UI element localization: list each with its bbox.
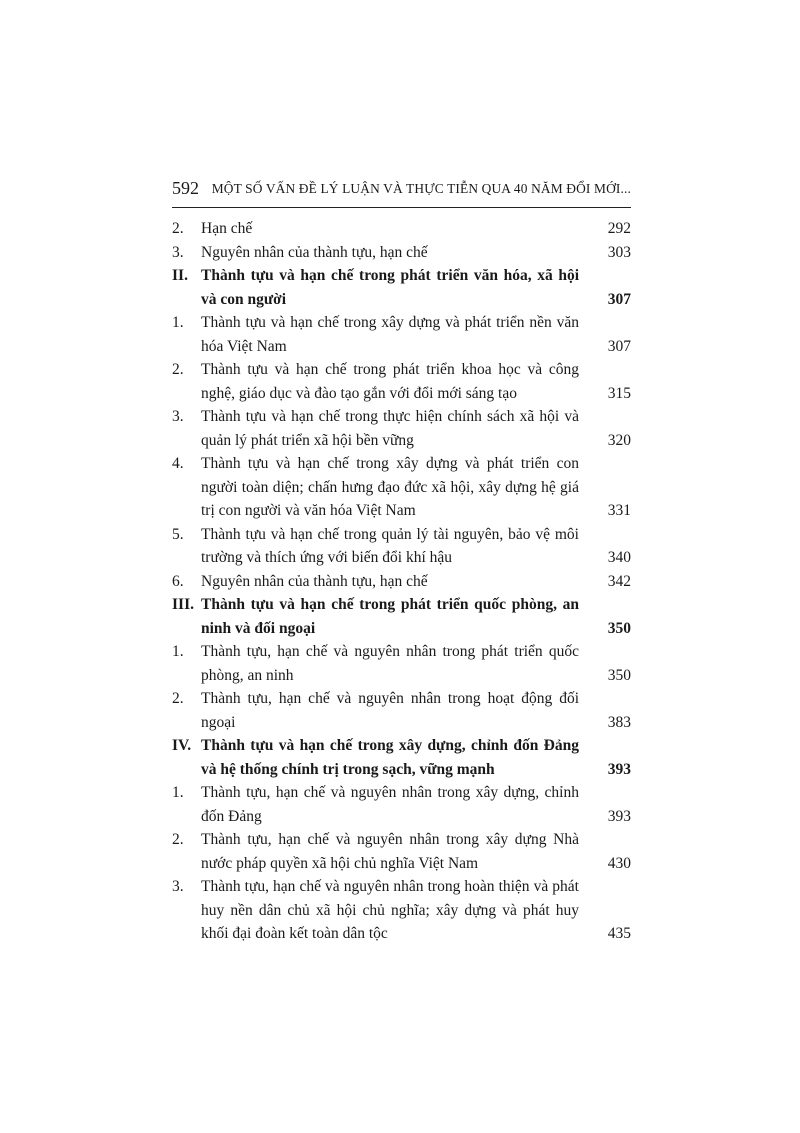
toc-entry	[172, 217, 631, 241]
toc-entry	[172, 523, 631, 570]
toc-entry-number: 2.	[172, 220, 184, 237]
page-number: 592	[172, 178, 199, 198]
toc-entry-number: 5.	[172, 525, 184, 543]
toc-entry-title: Thành tựu và hạn chế trong xây dựng và phát triển nền văn hóa Việt Nam	[201, 314, 579, 355]
header-rule	[172, 207, 631, 208]
toc-entry-page: 307	[607, 290, 631, 308]
toc-entry-number: 3.	[172, 878, 184, 895]
toc-entry-title: Hạn chế	[201, 220, 253, 237]
toc-entry-page: 393	[607, 807, 631, 825]
toc-entry-page: 383	[607, 713, 631, 731]
toc-entry-page: 307	[607, 337, 631, 355]
toc-entry-page: 430	[607, 854, 631, 872]
toc-entry-number: 1.	[172, 314, 184, 331]
table-of-contents	[172, 217, 631, 946]
toc-entry-number: 2.	[172, 690, 184, 707]
toc-entry-title: Nguyên nhân của thành tựu, hạn chế	[201, 572, 428, 590]
toc-entry-page: 350	[607, 666, 631, 684]
toc-entry	[172, 640, 631, 687]
toc-entry-title: Thành tựu và hạn chế trong xây dựng và phát triển con người toàn diện; chấn hưng đạo đức xã hội, xây dựng hệ giá trị con người và văn hóa Việt Nam	[201, 455, 579, 519]
toc-entry-title: Thành tựu và hạn chế trong phát triển quốc phòng, an ninh và đối ngoại	[201, 596, 579, 637]
toc-entry-number: IV.	[172, 737, 192, 754]
toc-entry-title: Nguyên nhân của thành tựu, hạn chế	[201, 243, 428, 261]
toc-entry-page: 315	[607, 384, 631, 402]
toc-entry-title: Thành tựu và hạn chế trong phát triển văn hóa, xã hội và con người	[201, 267, 579, 308]
toc-entry	[172, 405, 631, 452]
toc-section-entry	[172, 264, 631, 311]
toc-entry	[172, 875, 631, 946]
toc-entry-title: Thành tựu và hạn chế trong thực hiện chính sách xã hội và quản lý phát triển xã hội bền vững	[201, 408, 579, 449]
toc-entry-number: III.	[172, 596, 194, 613]
toc-entry	[172, 570, 631, 594]
toc-entry	[172, 358, 631, 405]
toc-entry-number: 3.	[172, 243, 184, 261]
toc-entry-number: 6.	[172, 572, 184, 590]
toc-entry-number: II.	[172, 267, 188, 284]
toc-entry-number: 3.	[172, 408, 184, 425]
toc-entry-title: Thành tựu, hạn chế và nguyên nhân trong xây dựng Nhà nước pháp quyền xã hội chủ nghĩa Việt Nam	[201, 831, 579, 872]
toc-entry-title: Thành tựu, hạn chế và nguyên nhân trong xây dựng, chỉnh đốn Đảng	[201, 784, 579, 825]
toc-entry-number: 2.	[172, 831, 184, 848]
toc-entry-page: 292	[607, 220, 631, 237]
toc-entry-page: 393	[607, 760, 631, 778]
toc-entry-title: Thành tựu, hạn chế và nguyên nhân trong phát triển quốc phòng, an ninh	[201, 643, 579, 684]
toc-entry-title: Thành tựu và hạn chế trong xây dựng, chỉnh đốn Đảng và hệ thống chính trị trong sạch, vững mạnh	[201, 737, 579, 778]
toc-entry-page: 331	[607, 502, 631, 519]
toc-entry	[172, 452, 631, 523]
toc-entry-number: 1.	[172, 643, 184, 660]
toc-section-entry	[172, 734, 631, 781]
toc-entry-title: Thành tựu và hạn chế trong phát triển khoa học và công nghệ, giáo dục và đào tạo gắn với đổi mới sáng tạo	[201, 361, 579, 402]
toc-entry-page: 303	[607, 243, 631, 261]
toc-entry-title: Thành tựu, hạn chế và nguyên nhân trong hoàn thiện và phát huy nền dân chủ xã hội chủ nghĩa; xây dựng và phát huy khối đại đoàn kết toàn dân tộc	[201, 878, 579, 942]
toc-entry-page: 320	[607, 431, 631, 449]
toc-entry	[172, 828, 631, 875]
toc-entry-number: 2.	[172, 361, 184, 378]
toc-entry	[172, 241, 631, 265]
running-header	[172, 178, 631, 202]
toc-entry-page: 340	[607, 549, 631, 566]
toc-entry-number: 4.	[172, 455, 184, 472]
toc-entry-title: Thành tựu và hạn chế trong quản lý tài nguyên, bảo vệ môi trường và thích ứng với biến đổi khí hậu	[201, 525, 579, 566]
running-title: MỘT SỐ VẤN ĐỀ LÝ LUẬN VÀ THỰC TIỄN QUA 40 NĂM ĐỔI MỚI...	[211, 181, 631, 196]
toc-entry-page: 350	[607, 619, 631, 637]
toc-entry	[172, 781, 631, 828]
toc-entry-page: 342	[607, 572, 631, 590]
toc-entry-title: Thành tựu, hạn chế và nguyên nhân trong hoạt động đối ngoại	[201, 690, 579, 731]
toc-section-entry	[172, 593, 631, 640]
toc-entry	[172, 311, 631, 358]
toc-entry-page: 435	[607, 925, 631, 942]
toc-entry	[172, 687, 631, 734]
toc-entry-number: 1.	[172, 784, 184, 801]
